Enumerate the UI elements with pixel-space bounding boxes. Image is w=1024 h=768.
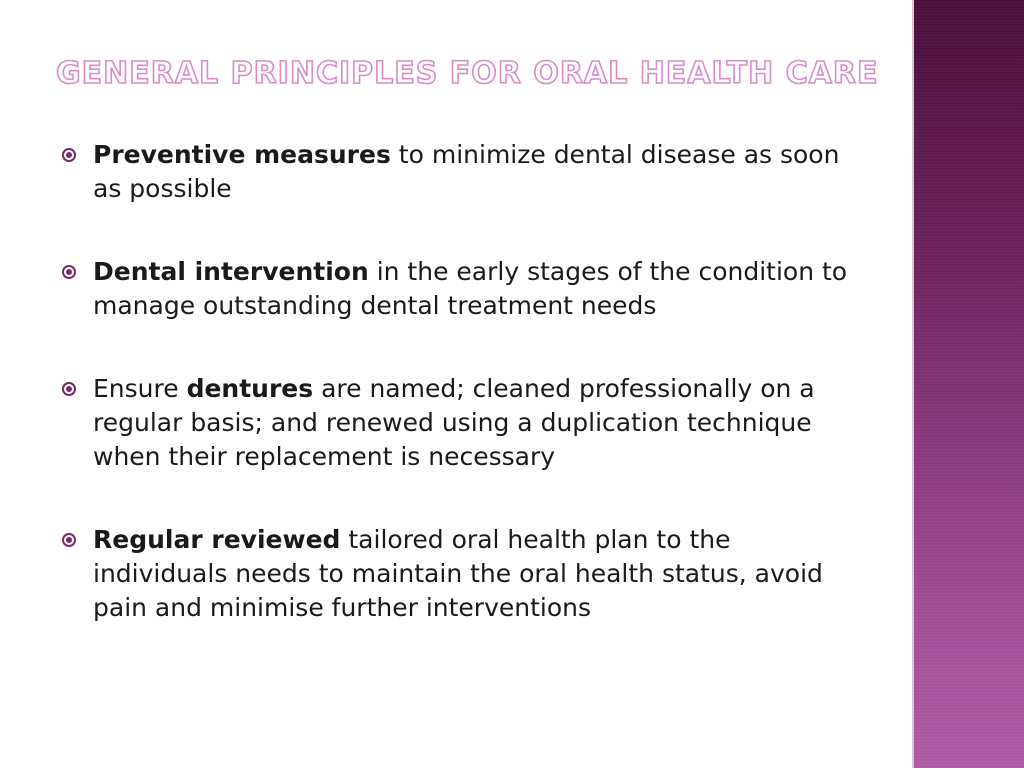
bullet-list: [60, 138, 850, 674]
bullet-lead-text: Ensure: [93, 374, 187, 403]
decorative-sidebar: [912, 0, 1024, 768]
circle-dot-icon: [62, 265, 76, 279]
circle-dot-icon: [62, 533, 76, 547]
bullet-item-dentures: [60, 372, 850, 474]
bullet-body-text: in the early stages of the condition to manage outstanding dental treatment needs: [93, 257, 848, 320]
bullet-body-text: to minimize dental disease as soon as possible: [93, 140, 840, 203]
bullet-bold-text: dentures: [186, 374, 314, 403]
bullet-bold-text: Preventive measures: [93, 140, 391, 169]
circle-dot-icon: [62, 382, 76, 396]
slide-title: GENERAL PRINCIPLES FOR ORAL HEALTH CARE: [56, 56, 879, 91]
bullet-bold-text: Dental intervention: [93, 257, 369, 286]
bullet-body-text: are named; cleaned professionally on a regular basis; and renewed using a duplication technique when their replacement is necessary: [93, 374, 815, 471]
bullet-item-regular-reviewed: [60, 523, 850, 625]
bullet-body-text: tailored oral health plan to the individuals needs to maintain the oral health status, avoid pain and minimise further interventions: [93, 525, 823, 622]
bullet-item-preventive-measures: [60, 138, 850, 206]
bullet-bold-text: Regular reviewed: [93, 525, 341, 554]
circle-dot-icon: [62, 148, 76, 162]
bullet-item-dental-intervention: [60, 255, 850, 323]
